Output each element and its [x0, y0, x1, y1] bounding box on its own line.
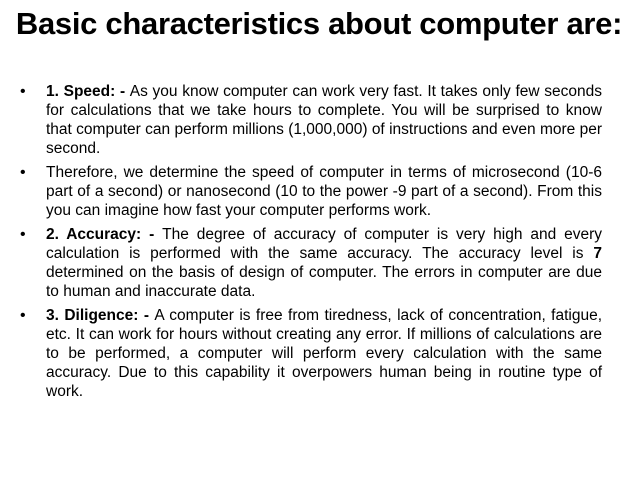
bullet-list [18, 82, 602, 406]
bullet-accuracy [18, 225, 602, 301]
bullet-text: A computer is free from tiredness, lack of concentration, fatigue, etc. It can work for hours without creating any error. If millions of calculations are to be performed, a computer will perform every calculation with the same accuracy. Due to this capability it overpowers human being in routine type of work. [46, 307, 602, 400]
bullet-text: As you know computer can work very fast. It takes only few seconds for calculations that we take hours to complete. You will be surprised to know that computer can perform millions (1,000,000) of instructions and even more per second. [46, 83, 602, 157]
bullet-text-continued: determined on the basis of design of computer. The errors in computer are due to human and inaccurate data. [46, 264, 602, 300]
bullet-marker-icon: • [20, 164, 26, 181]
bullet-lead: 1. Speed: - [46, 83, 130, 100]
bullet-text: The degree of accuracy of computer is very high and every calculation is performed with the same accuracy. The accuracy level is [46, 226, 603, 262]
slide-title: Basic characteristics about computer are: [15, 6, 623, 41]
accuracy-level-value: 7 [593, 245, 602, 262]
bullet-marker-icon: • [20, 226, 26, 243]
bullet-marker-icon: • [20, 307, 26, 324]
bullet-speed-units [18, 163, 602, 220]
bullet-speed [18, 82, 602, 158]
bullet-diligence [18, 306, 602, 401]
bullet-lead: 3. Diligence: - [46, 307, 155, 324]
bullet-lead: 2. Accuracy: - [46, 226, 163, 243]
bullet-marker-icon: • [20, 83, 26, 100]
bullet-text: Therefore, we determine the speed of computer in terms of microsecond (10-6 part of a second) or nanosecond (10 to the power -9 part of a second). From this you can imagine how fast your computer performs work. [46, 164, 602, 219]
